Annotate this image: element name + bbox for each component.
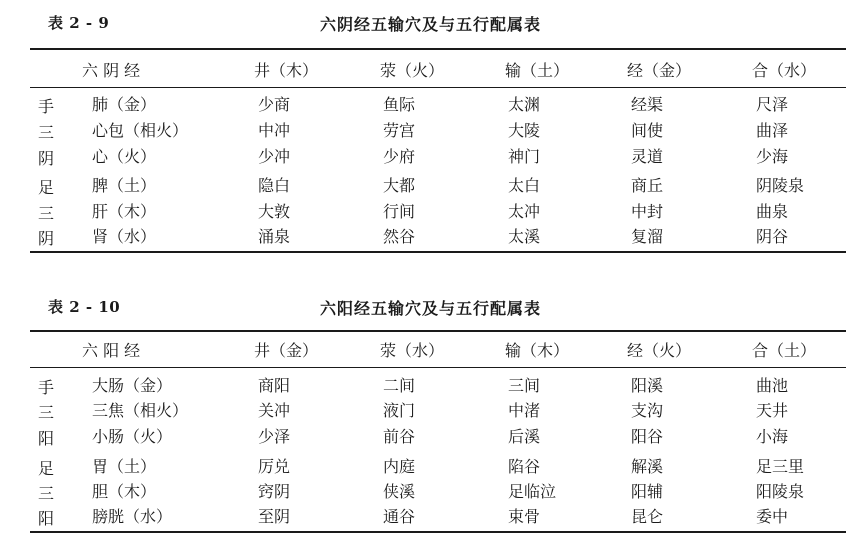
point-cell: 足三里: [756, 457, 805, 476]
header-jing-well: 井（金）: [254, 341, 319, 360]
header-ying: 荥（火）: [380, 61, 445, 80]
group-char: 阳: [38, 509, 55, 528]
table-row: [0, 173, 856, 199]
header-he: 合（水）: [752, 61, 817, 80]
point-cell: 太白: [508, 176, 541, 195]
meridian-cell: 胃（土）: [92, 457, 157, 476]
point-cell: 曲泉: [756, 202, 789, 221]
point-cell: 侠溪: [383, 482, 416, 501]
point-cell: 经渠: [631, 95, 664, 114]
point-cell: 支沟: [631, 401, 664, 420]
meridian-cell: 肺（金）: [92, 95, 157, 114]
point-cell: 行间: [383, 202, 416, 221]
header-he: 合（土）: [752, 341, 817, 360]
point-cell: 少海: [756, 147, 789, 166]
table-caption: [0, 12, 856, 36]
point-cell: 厉兑: [258, 457, 291, 476]
table-row: [0, 92, 856, 118]
top-rule: [30, 48, 846, 50]
point-cell: 大都: [383, 176, 416, 195]
point-cell: 关冲: [258, 401, 291, 420]
header-jing-river: 经（金）: [627, 61, 692, 80]
table-row: [0, 118, 856, 144]
point-cell: 中封: [631, 202, 664, 221]
point-cell: 商丘: [631, 176, 664, 195]
point-cell: 涌泉: [258, 227, 291, 246]
group-char: 三: [38, 403, 55, 422]
table-number: 表 2 - 9: [48, 14, 110, 32]
table-caption: [0, 296, 856, 320]
point-cell: 阳陵泉: [756, 482, 805, 501]
point-cell: 劳宫: [383, 121, 416, 140]
meridian-cell: 胆（木）: [92, 482, 157, 501]
group-char: 三: [38, 123, 55, 142]
point-cell: 鱼际: [383, 95, 416, 114]
point-cell: 中冲: [258, 121, 291, 140]
point-cell: 间使: [631, 121, 664, 140]
point-cell: 灵道: [631, 147, 664, 166]
point-cell: 中渚: [508, 401, 541, 420]
point-cell: 内庭: [383, 457, 416, 476]
group-char: 阴: [38, 229, 55, 248]
point-cell: 后溪: [508, 427, 541, 446]
group-char: 阳: [38, 429, 55, 448]
point-cell: 液门: [383, 401, 416, 420]
point-cell: 解溪: [631, 457, 664, 476]
meridian-cell: 肾（水）: [92, 227, 157, 246]
meridian-cell: 肝（木）: [92, 202, 157, 221]
table-row: [0, 199, 856, 225]
point-cell: 委中: [756, 507, 789, 526]
table-row: [0, 224, 856, 250]
point-cell: 阳辅: [631, 482, 664, 501]
header-jing-river: 经（火）: [627, 341, 692, 360]
table-row: [0, 144, 856, 170]
point-cell: 阳谷: [631, 427, 664, 446]
meridian-cell: 小肠（火）: [92, 427, 173, 446]
table-row: [0, 398, 856, 424]
point-cell: 复溜: [631, 227, 664, 246]
group-char: 阴: [38, 149, 55, 168]
point-cell: 三间: [508, 376, 541, 395]
point-cell: 曲泽: [756, 121, 789, 140]
point-cell: 阴陵泉: [756, 176, 805, 195]
header-rule: [30, 367, 846, 368]
table-title: 六阴经五输穴及与五行配属表: [320, 15, 542, 34]
table-row: [0, 373, 856, 399]
header-meridian: 六 阴 经: [82, 61, 141, 80]
point-cell: 前谷: [383, 427, 416, 446]
point-cell: 通谷: [383, 507, 416, 526]
point-cell: 少府: [383, 147, 416, 166]
point-cell: 阴谷: [756, 227, 789, 246]
header-jing-well: 井（木）: [254, 61, 319, 80]
group-char: 手: [38, 378, 55, 397]
point-cell: 太渊: [508, 95, 541, 114]
group-char: 三: [38, 484, 55, 503]
group-char: 足: [38, 459, 55, 478]
point-cell: 商阳: [258, 376, 291, 395]
point-cell: 大敦: [258, 202, 291, 221]
point-cell: 然谷: [383, 227, 416, 246]
point-cell: 足临泣: [508, 482, 557, 501]
bottom-rule: [30, 251, 846, 253]
group-char: 足: [38, 178, 55, 197]
header-row: [0, 58, 856, 84]
point-cell: 曲池: [756, 376, 789, 395]
point-cell: 小海: [756, 427, 789, 446]
point-cell: 阳溪: [631, 376, 664, 395]
group-char: 三: [38, 204, 55, 223]
point-cell: 窍阴: [258, 482, 291, 501]
meridian-cell: 膀胱（水）: [92, 507, 173, 526]
bottom-rule: [30, 531, 846, 533]
table-row: [0, 504, 856, 530]
group-char: 手: [38, 97, 55, 116]
point-cell: 二间: [383, 376, 416, 395]
header-shu: 输（土）: [505, 61, 570, 80]
point-cell: 太溪: [508, 227, 541, 246]
point-cell: 昆仑: [631, 507, 664, 526]
header-shu: 输（木）: [505, 341, 570, 360]
point-cell: 少冲: [258, 147, 291, 166]
header-rule: [30, 87, 846, 88]
point-cell: 隐白: [258, 176, 291, 195]
point-cell: 天井: [756, 401, 789, 420]
meridian-cell: 心包（相火）: [92, 121, 189, 140]
point-cell: 神门: [508, 147, 541, 166]
table-title: 六阳经五输穴及与五行配属表: [320, 299, 542, 318]
point-cell: 少泽: [258, 427, 291, 446]
meridian-cell: 大肠（金）: [92, 376, 173, 395]
point-cell: 尺泽: [756, 95, 789, 114]
meridian-cell: 心（火）: [92, 147, 157, 166]
table-row: [0, 479, 856, 505]
point-cell: 陷谷: [508, 457, 541, 476]
meridian-cell: 脾（土）: [92, 176, 157, 195]
point-cell: 至阴: [258, 507, 291, 526]
point-cell: 束骨: [508, 507, 541, 526]
top-rule: [30, 330, 846, 332]
header-row: [0, 338, 856, 364]
header-meridian: 六 阳 经: [82, 341, 141, 360]
table-row: [0, 424, 856, 450]
table-row: [0, 454, 856, 480]
meridian-cell: 三焦（相火）: [92, 401, 189, 420]
header-ying: 荥（水）: [380, 341, 445, 360]
point-cell: 大陵: [508, 121, 541, 140]
point-cell: 太冲: [508, 202, 541, 221]
point-cell: 少商: [258, 95, 291, 114]
table-number: 表 2 - 10: [48, 298, 121, 316]
